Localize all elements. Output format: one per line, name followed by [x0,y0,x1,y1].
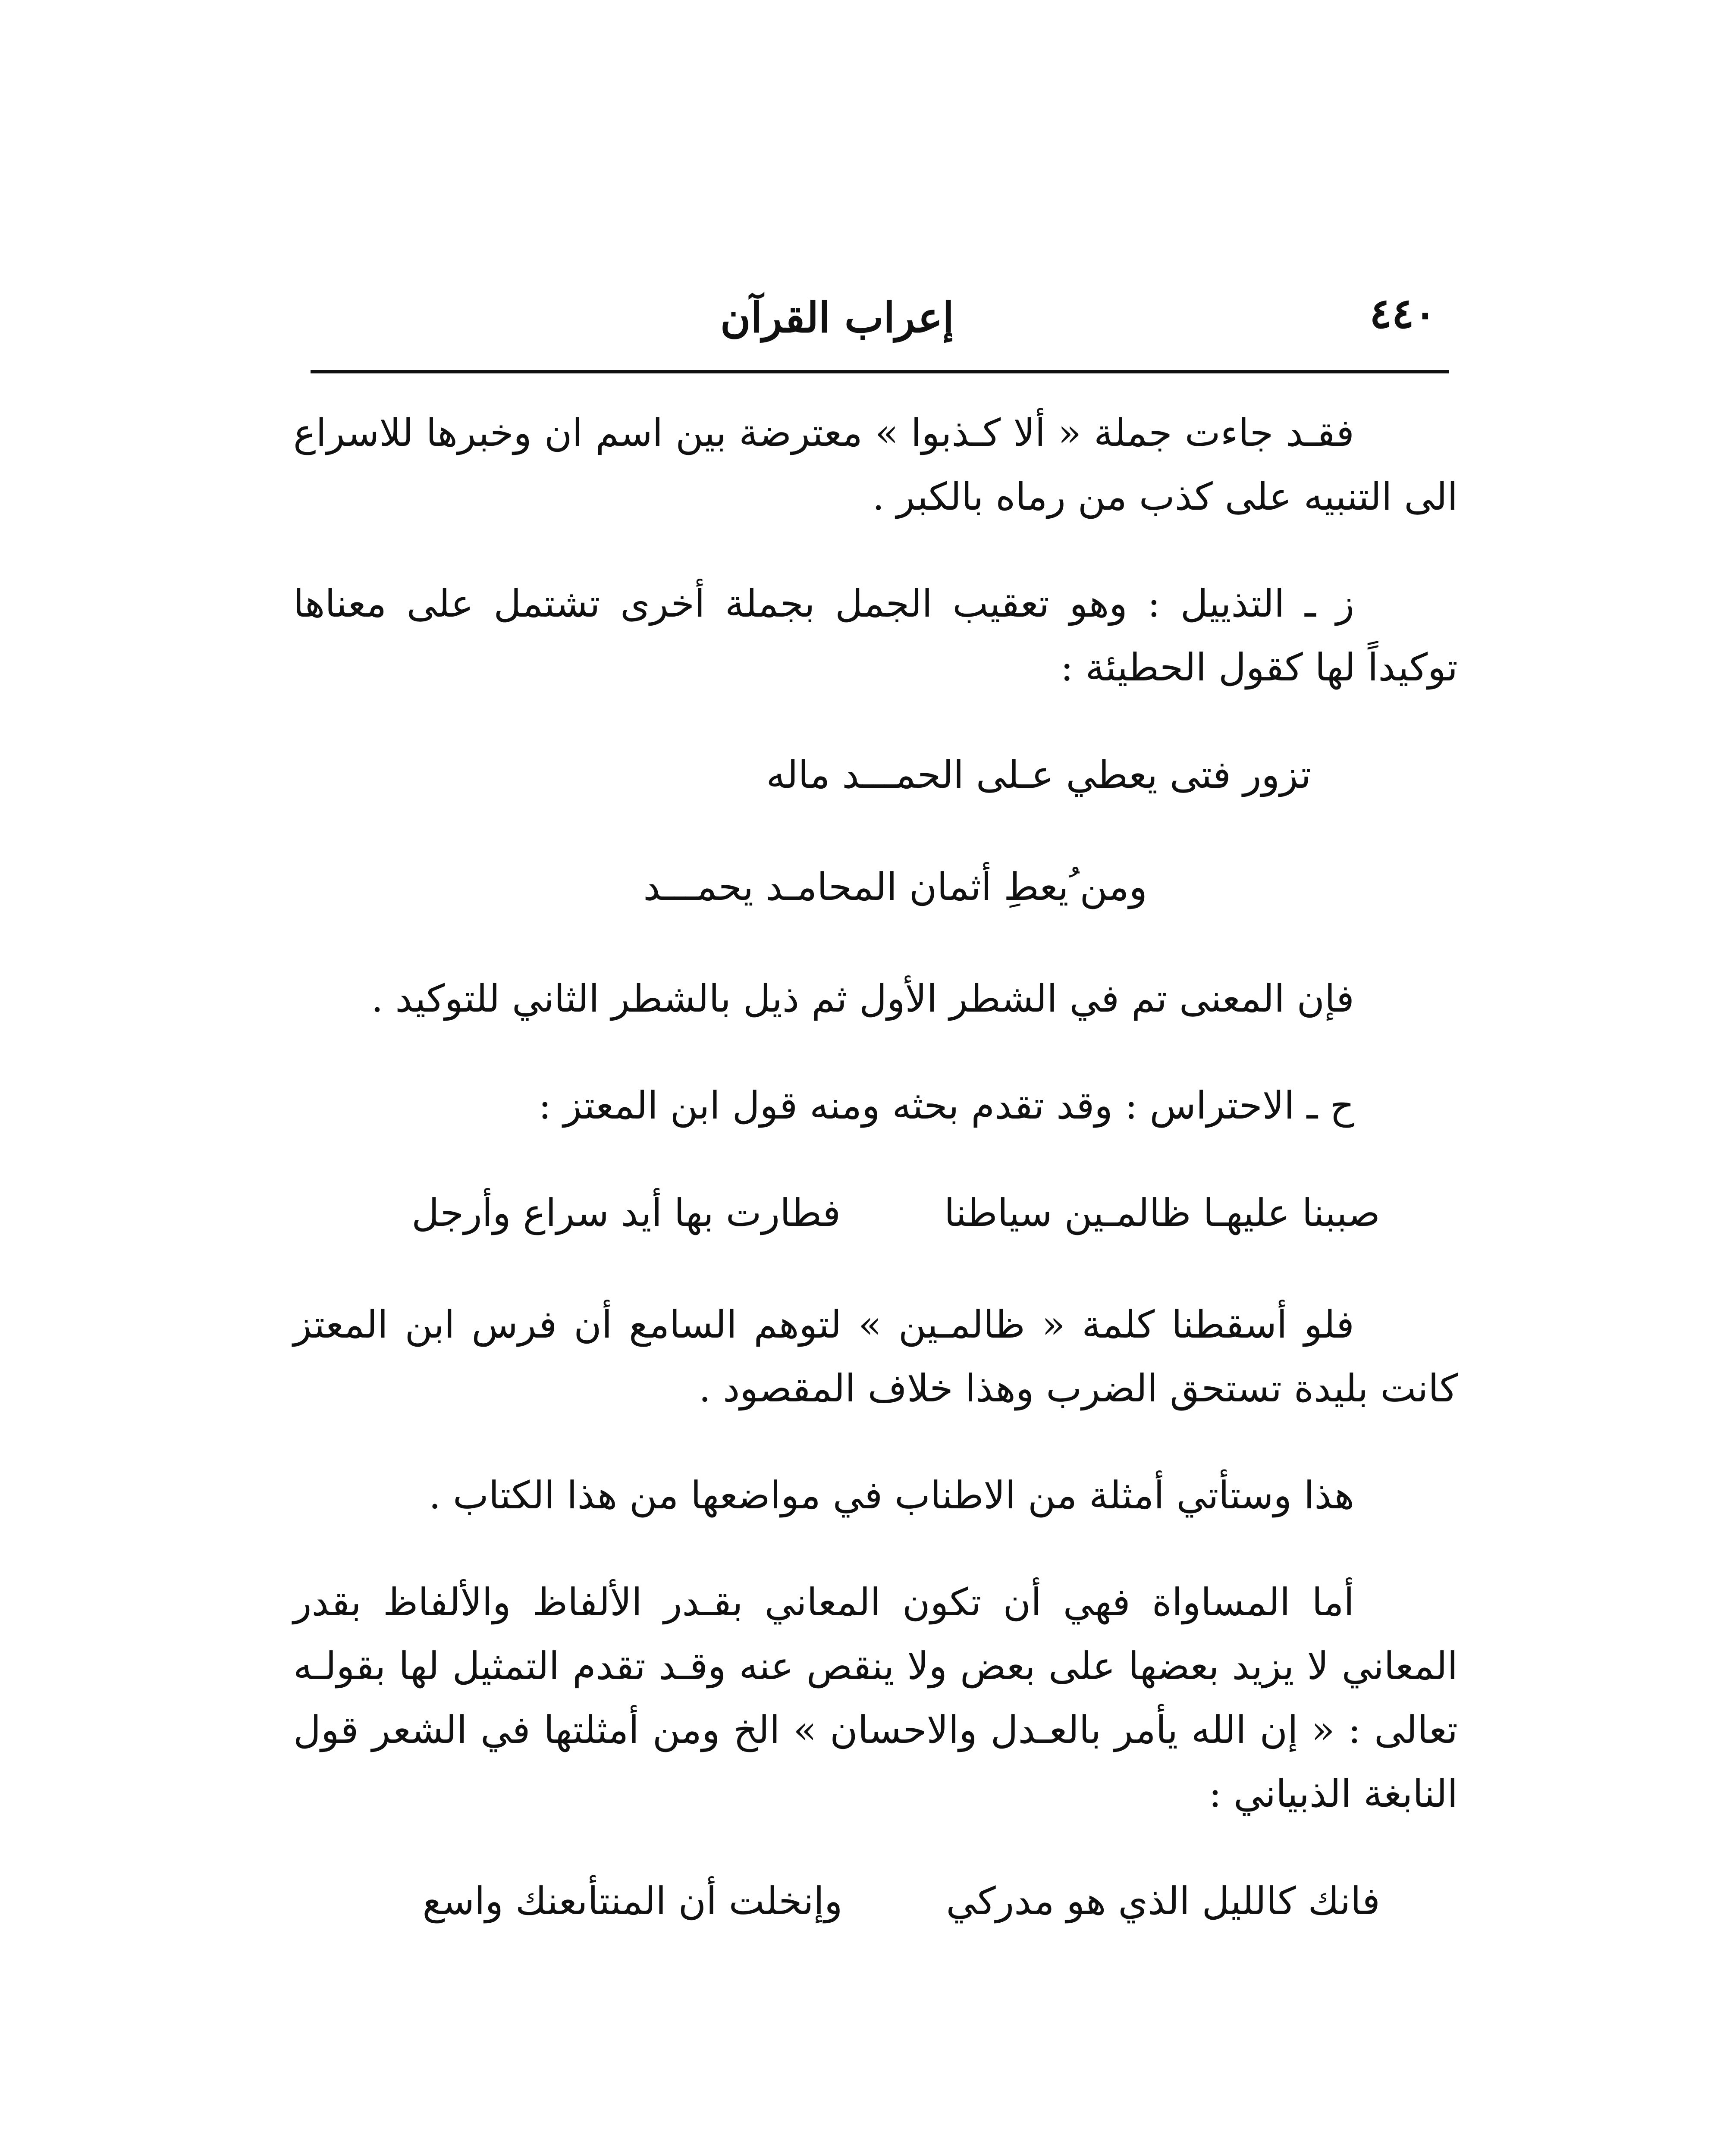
verse-3 [293,1869,1458,1934]
verse-3-first-hemistich: فانك كالليل الذي هو مدركي [946,1879,1380,1923]
paragraph-6: هذا وستأتي أمثلة من الاطناب في مواضعها من هذا الكتاب . [429,1473,1354,1517]
verse-2 [293,1181,1458,1245]
paragraph-2: ز ـ التذييل : وهو تعقيب الجمل بجملة أخرى تشتمل على معناها توكيداً لها كقول الحطيئة : [293,581,1458,689]
paragraph-5: فلو أسقطنا كلمة « ظالمـين » لتوهم السامع أن فرس ابن المعتز كانت بليدة تستحق الضرب وهذا خلاف المقصود . [293,1302,1458,1410]
body-text [293,401,1458,1981]
paragraph-3: فإن المعنى تم في الشطر الأول ثم ذيل بالشطر الثاني للتوكيد . [371,976,1354,1021]
running-title: إعراب القرآن [720,293,954,342]
paragraph-4: ح ـ الاحتراس : وقد تقدم بحثه ومنه قول ابن المعتز : [538,1083,1354,1128]
verse-2-first-hemistich: صببنا عليهـا ظالمـين سياطنا [944,1191,1380,1235]
verse-1-second-hemistich: ومن ُيعطِ أثمان المحامـد يحمـــد [643,865,1147,909]
verse-1-first-hemistich: تزور فتى يعطي عـلى الحمـــد ماله [766,752,1311,797]
header-rule [311,370,1449,373]
verse-3-second-hemistich: وإنخلت أن المنتأىعنك واسع [422,1879,843,1923]
paragraph-7: أما المساواة فهي أن تكون المعاني بقـدر الألفاظ والألفاظ بقدر المعاني لا يزيد بعضها على بعض ولا ينقص عنه وقـد تقدم التمثيل لها بقولـه تعالى : « إن الله يأمر بالعـدل والاحسان » الخ ومن أمثلتها في الشعر قول النابغة الذبياني : [293,1580,1458,1816]
page-header [311,285,1449,371]
paragraph-1: فقـد جاءت جملة « ألا كـذبوا » معترضة بين اسم ان وخبرها للاسراع الى التنبيه على كذب من رماه بالكبر . [293,411,1458,519]
page-number: ٤٤٠ [1369,289,1436,338]
verse-2-second-hemistich: فطارت بها أيد سراع وأرجل [411,1191,841,1235]
